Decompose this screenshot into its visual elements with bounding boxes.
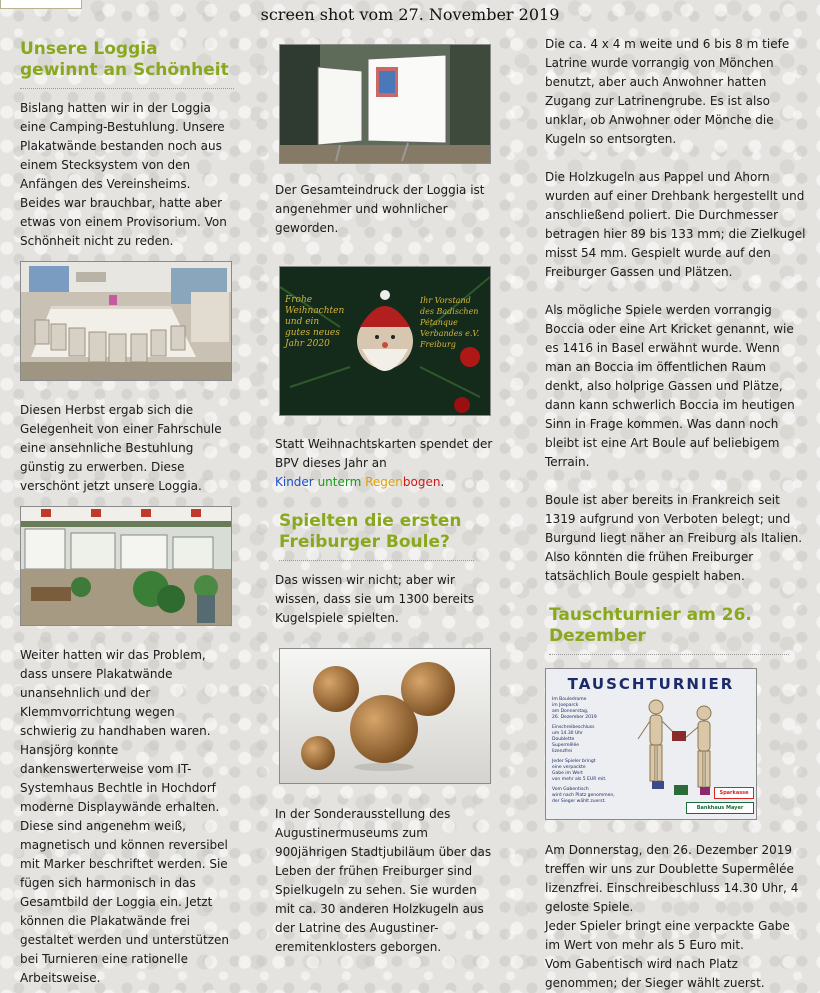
charity-name-unterm: unterm: [317, 475, 362, 489]
photo-wooden-balls[interactable]: [279, 648, 491, 784]
photo-whiteboards[interactable]: [279, 44, 491, 164]
paragraph-tournament-info: Am Donnerstag, den 26. Dezember 2019 treffen wir uns zur Doublette Supermêlée lizenzfrei. Einschreibeschluss 14.30 Uhr, 4 geloste Spiele. Jeder Spieler bringt eine verpackte Gabe im Wert von mehr als 5 Euro mit. Vom Gabentisch wird nach Platz genommen; der Sieger wählt zuerst.: [545, 843, 799, 990]
poster-tauschturnier[interactable]: [545, 668, 757, 820]
paragraph-loggia-intro: Bislang hatten wir in der Loggia eine Camping-Bestuhlung. Unsere Plakatwände bestanden noch aus einem Stecksystem von den Anfängen des Vereinsheims. Beides war brauchbar, hatte aber etwas von einem Provisorium. Von Schönheit nicht zu reden.: [20, 101, 227, 248]
column-right: [545, 36, 807, 993]
christmas-greeting-right: Ihr Vorstand des Badischen Pétanque Verbandes e.V. Freiburg: [420, 296, 480, 349]
paragraph-wooden-balls: Die Holzkugeln aus Pappel und Ahorn wurden auf einer Drehbank hergestellt und anschließend poliert. Die Durchmesser betragen hier 89 bis 133 mm; die Zielkugel misst 54 mm. Gespielt wurde auf den Freiburger Gassen und Plätzen.: [545, 170, 806, 279]
paragraph-display-walls: Weiter hatten wir das Problem, dass unsere Plakatwände unansehnlich und der Klemmvorrichtung wegen schwierig zu handhaben waren. Hansjörg konnte dankenswerterweise vom IT-Systemhaus Bechtle in Hochdorf moderne Displaywände erhalten. Diese sind angenehm weiß, magnetisch und können reversibel mit Marker beschriftet werden. Sie fügen sich harmonisch in das Gesamtbild der Loggia ein. Jetzt können die Plakatwände frei gestaltet werden und unterstützen bei Turnieren eine rationelle Arbeitsweise.: [20, 648, 230, 985]
poster-details: Im Bouledrome im Joeparck am Donnerstag, 26. Dezember 2019 Einschreibeschluss um 14.30 Uhr Doublette Supermêlée lizenzfrei Jeder Spieler bringt eine verpackte Gabe im Wert von mehr als 5 EUR mit. Vom Gabentisch wird nach Platz genommen, der Sieger wählt zuerst.: [552, 697, 615, 804]
heading-freiburger-boule: Spielten die ersten Freiburger Boule?: [279, 511, 474, 561]
column-middle: [275, 36, 495, 957]
paragraph-games: Als mögliche Spiele werden vorrangig Boccia oder eine Art Kricket genannt, wie es 1416 in Basel erwähnt wurde. Wenn man an Boccia im öffentlichen Raum denkt, also holprige Gassen und Plätze, dann kann schwerlich Boccia im heutigen Sinn in Frage kommen. Was dann noch bleibt ist eine Art Boule auf beliebigem Terrain.: [545, 303, 795, 469]
sponsor-bankhaus-mayer: Bankhaus Mayer: [686, 802, 754, 814]
paragraph-overall-impression: Der Gesamteindruck der Loggia ist angenehmer und wohnlicher geworden.: [275, 183, 485, 235]
charity-name-bogen: bogen: [402, 475, 441, 489]
photo-loggia-chairs[interactable]: [20, 261, 232, 381]
charity-name-kinder: Kinder: [275, 475, 314, 489]
paragraph-new-chairs: Diesen Herbst ergab sich die Gelegenheit von einer Fahrschule eine ansehnliche Bestuhlung günstig zu erwerben. Diese verschönt jetzt unsere Loggia.: [20, 403, 222, 493]
sponsor-sparkasse: Sparkasse: [714, 787, 754, 799]
paragraph-latrine: Die ca. 4 x 4 m weite und 6 bis 8 m tiefe Latrine wurde vorrangig von Mönchen benutzt, aber auch Anwohner hatten Zugang zur Latrinengrube. Es ist also unklar, ob Anwohner oder Mönche die Kugeln so entsorgten.: [545, 37, 790, 146]
paragraph-boule-question: Das wissen wir nicht; aber wir wissen, dass sie um 1300 bereits Kugelspiele spielten.: [275, 573, 475, 625]
heading-tauschturnier: Tauschturnier am 26. Dezember: [549, 605, 789, 655]
charity-name-regen: Regen: [365, 475, 403, 489]
paragraph-boule-france: Boule ist aber bereits in Frankreich seit 1319 aufgrund von Verboten belegt; und Burgund liegt näher an Freiburg als Italien. Also könnten die frühen Freiburger tatsächlich Boule gespielt haben.: [545, 493, 803, 583]
photo-christmas-card[interactable]: [279, 266, 491, 416]
column-left: [20, 36, 234, 988]
page-header: [0, 0, 820, 30]
paragraph-donation: Statt Weihnachtskarten spendet der BPV dieses Jahr an Kinder unterm Regenbogen.: [275, 437, 493, 489]
heading-loggia: Unsere Loggia gewinnt an Schönheit: [20, 39, 234, 89]
christmas-greeting-left: Frohe Weihnachten und ein gutes neues Jahr 2020: [285, 295, 345, 349]
photo-loggia-displaywalls[interactable]: [20, 506, 232, 626]
poster-title: TAUSCHTURNIER: [567, 675, 735, 693]
screenshot-date-title: screen shot vom 27. November 2019: [260, 5, 560, 24]
paragraph-exhibition: In der Sonderausstellung des Augustinermuseums zum 900jährigen Stadtjubiläum über das Leben der frühen Freiburger sind Spielkugeln zu sehen. Sie wurden mit ca. 30 anderen Holzkugeln aus der Latrine des Augustiner-eremitenklosters geborgen.: [275, 807, 492, 954]
